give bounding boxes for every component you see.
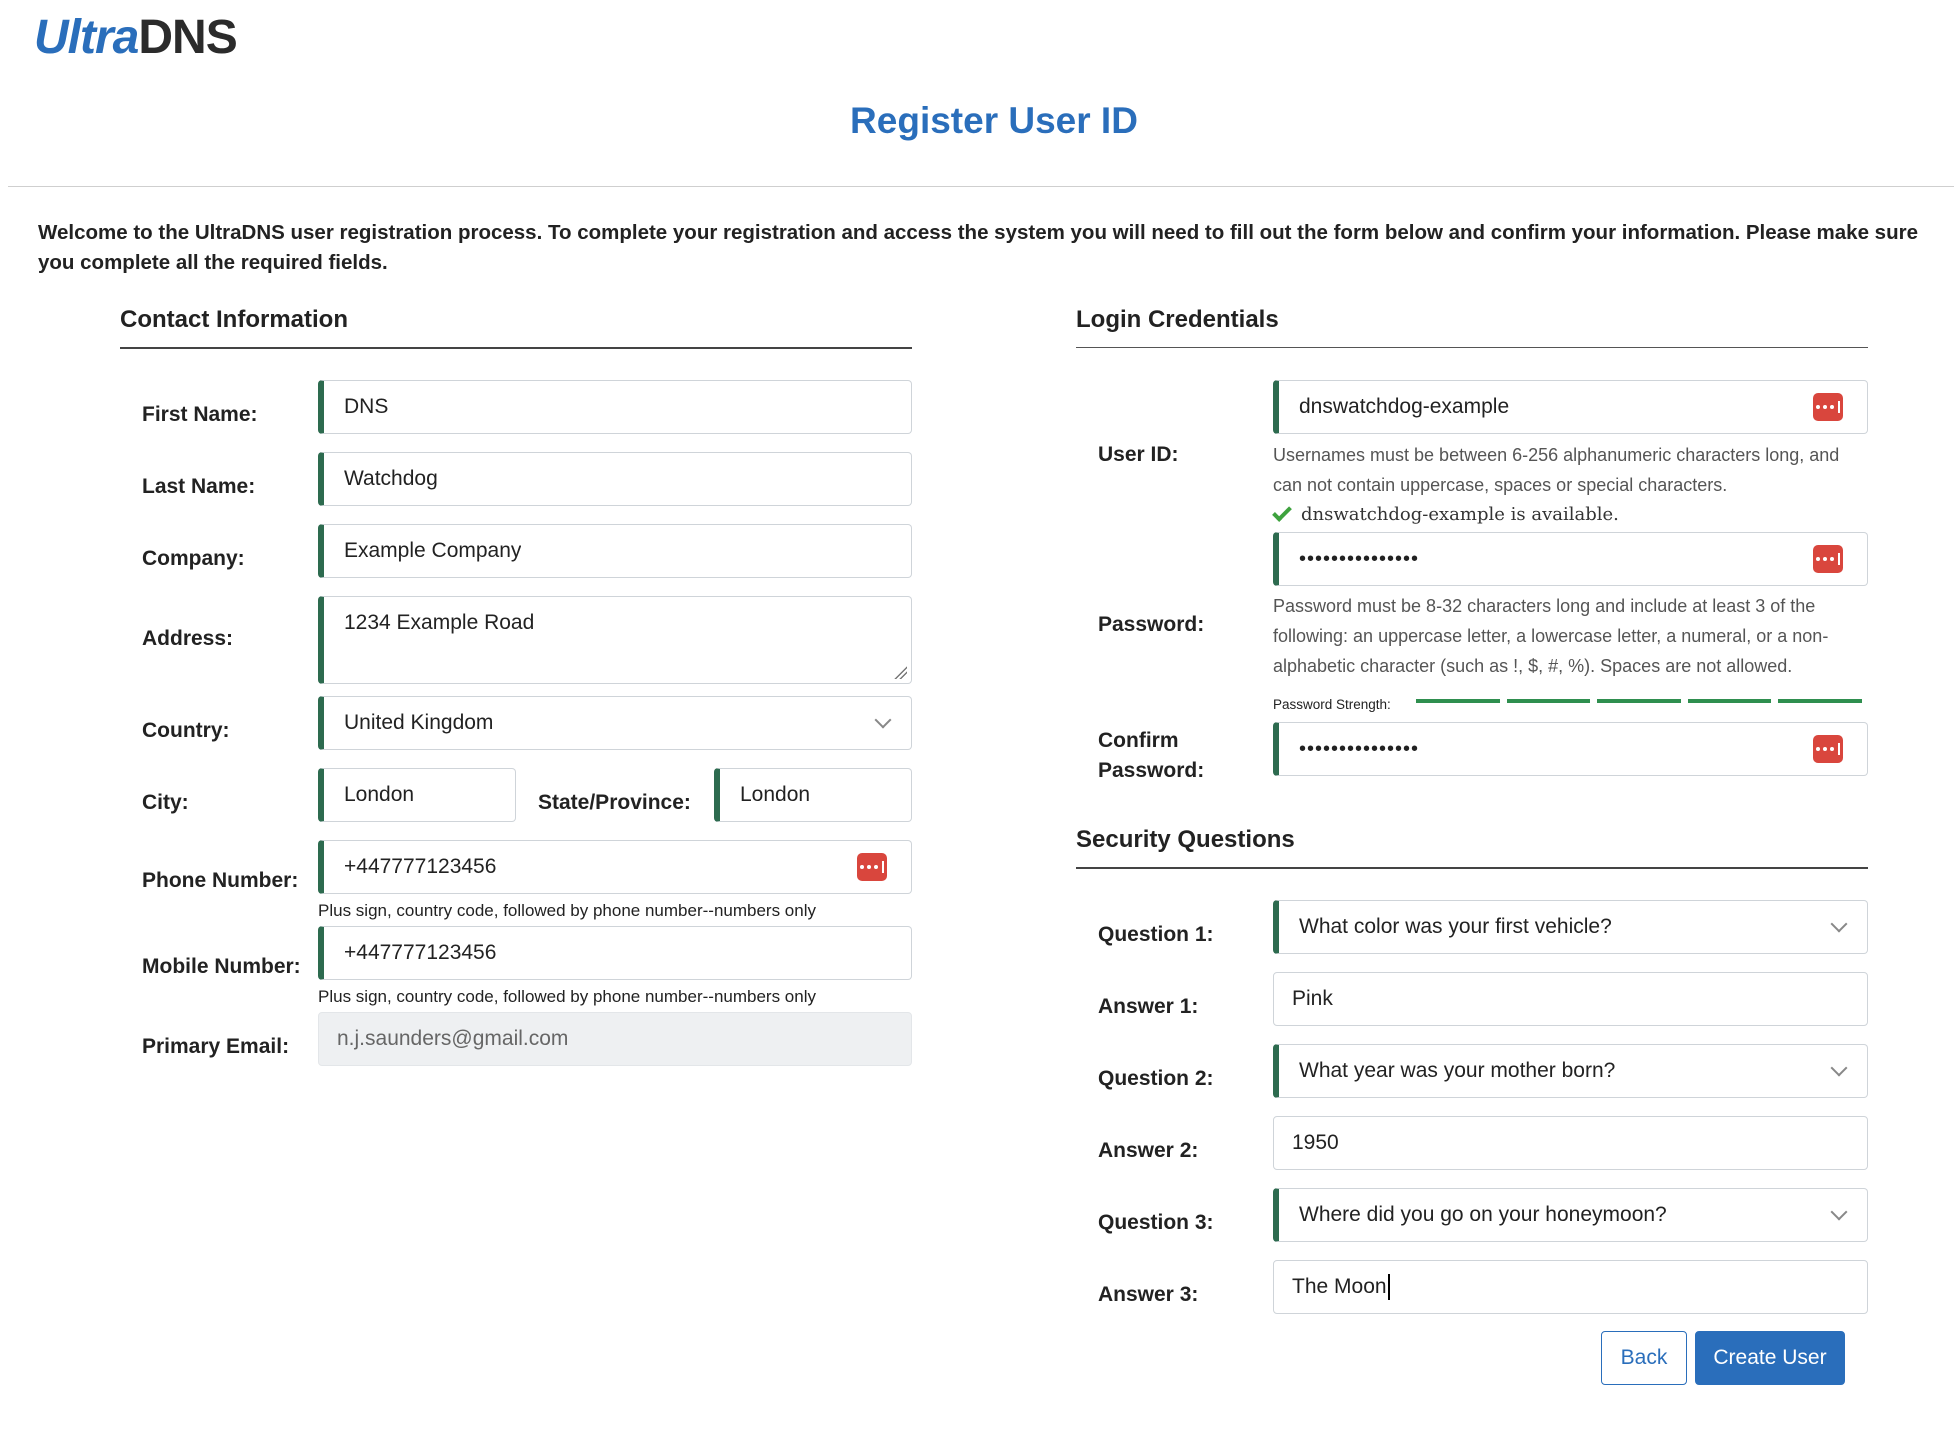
password-manager-icon[interactable] bbox=[857, 853, 887, 881]
chevron-down-icon bbox=[1831, 1060, 1848, 1077]
country-select[interactable]: United Kingdom bbox=[318, 696, 912, 750]
confirm-password-input[interactable]: ••••••••••••••• bbox=[1273, 722, 1868, 776]
question-2-label: Question 2: bbox=[1098, 1067, 1214, 1090]
user-id-label: User ID: bbox=[1098, 443, 1179, 466]
strength-segment bbox=[1416, 699, 1500, 703]
security-section-title: Security Questions bbox=[1076, 826, 1295, 853]
mobile-label: Mobile Number: bbox=[142, 955, 301, 978]
first-name-label: First Name: bbox=[142, 403, 258, 426]
check-icon bbox=[1272, 502, 1292, 522]
mobile-help-text: Plus sign, country code, followed by phone number--numbers only bbox=[318, 987, 816, 1006]
password-help-line-1: Password must be 8-32 characters long and include at least 3 of the bbox=[1273, 596, 1816, 616]
question-1-select[interactable]: What color was your first vehicle? bbox=[1273, 900, 1868, 954]
answer-2-label: Answer 2: bbox=[1098, 1139, 1199, 1162]
security-section-divider bbox=[1076, 867, 1868, 869]
question-3-label: Question 3: bbox=[1098, 1211, 1214, 1234]
address-textarea[interactable]: 1234 Example Road bbox=[318, 596, 912, 684]
last-name-input[interactable]: Watchdog bbox=[318, 452, 912, 506]
mobile-input[interactable]: +447777123456 bbox=[318, 926, 912, 980]
phone-help-text: Plus sign, country code, followed by phone number--numbers only bbox=[318, 901, 816, 920]
company-label: Company: bbox=[142, 547, 245, 570]
answer-3-label: Answer 3: bbox=[1098, 1283, 1199, 1306]
text-cursor bbox=[1388, 1274, 1390, 1300]
ultradns-logo: UltraDNS bbox=[34, 11, 237, 64]
password-strength-label: Password Strength: bbox=[1273, 697, 1391, 712]
question-2-select[interactable]: What year was your mother born? bbox=[1273, 1044, 1868, 1098]
page-title: Register User ID bbox=[850, 100, 1138, 141]
user-id-availability: dnswatchdog-example is available. bbox=[1273, 503, 1619, 525]
password-input[interactable]: ••••••••••••••• bbox=[1273, 532, 1868, 586]
country-label: Country: bbox=[142, 719, 230, 742]
chevron-down-icon bbox=[875, 712, 892, 729]
user-id-input[interactable]: dnswatchdog-example bbox=[1273, 380, 1868, 434]
password-manager-icon[interactable] bbox=[1813, 735, 1843, 763]
answer-2-input[interactable]: 1950 bbox=[1273, 1116, 1868, 1170]
resize-handle-icon[interactable] bbox=[893, 665, 907, 679]
chevron-down-icon bbox=[1831, 1204, 1848, 1221]
header-divider bbox=[8, 186, 1954, 187]
intro-text: Welcome to the UltraDNS user registration process. To complete your registration and access the system you will need to fill out the form below and confirm your information. Please make sure you complete all the required fields. bbox=[38, 221, 1918, 274]
strength-segment bbox=[1688, 699, 1772, 703]
address-label: Address: bbox=[142, 627, 234, 650]
answer-1-label: Answer 1: bbox=[1098, 995, 1199, 1018]
back-button[interactable]: Back bbox=[1601, 1331, 1687, 1385]
user-id-help-line-1: Usernames must be between 6-256 alphanumeric characters long, and bbox=[1273, 445, 1840, 465]
question-3-select[interactable]: Where did you go on your honeymoon? bbox=[1273, 1188, 1868, 1242]
email-label: Primary Email: bbox=[142, 1035, 290, 1058]
password-label: Password: bbox=[1098, 613, 1205, 636]
contact-section-divider bbox=[120, 347, 912, 349]
state-label: State/Province: bbox=[538, 791, 691, 814]
answer-3-input[interactable]: The Moon bbox=[1273, 1260, 1868, 1314]
login-section-title: Login Credentials bbox=[1076, 306, 1279, 333]
phone-input[interactable]: +447777123456 bbox=[318, 840, 912, 894]
password-help-line-2: following: an uppercase letter, a lowercase letter, a numeral, or a non- bbox=[1273, 626, 1829, 646]
phone-label: Phone Number: bbox=[142, 869, 299, 892]
contact-section-title: Contact Information bbox=[120, 306, 348, 333]
primary-email-input: n.j.saunders@gmail.com bbox=[318, 1012, 912, 1066]
company-input[interactable]: Example Company bbox=[318, 524, 912, 578]
last-name-label: Last Name: bbox=[142, 475, 256, 498]
user-id-help-line-2: can not contain uppercase, spaces or special characters. bbox=[1273, 475, 1728, 495]
password-manager-icon[interactable] bbox=[1813, 545, 1843, 573]
city-input[interactable]: London bbox=[318, 768, 516, 822]
confirm-password-label-line-1: Confirm bbox=[1098, 729, 1179, 752]
confirm-password-label-line-2: Password: bbox=[1098, 759, 1205, 782]
create-user-button[interactable]: Create User bbox=[1695, 1331, 1845, 1385]
answer-1-input[interactable]: Pink bbox=[1273, 972, 1868, 1026]
question-1-label: Question 1: bbox=[1098, 923, 1214, 946]
login-section-divider bbox=[1076, 347, 1868, 348]
first-name-input[interactable]: DNS bbox=[318, 380, 912, 434]
strength-segment bbox=[1507, 699, 1591, 703]
chevron-down-icon bbox=[1831, 916, 1848, 933]
strength-segment bbox=[1778, 699, 1862, 703]
password-help-line-3: alphabetic character (such as !, $, #, %). Spaces are not allowed. bbox=[1273, 656, 1793, 676]
state-input[interactable]: London bbox=[714, 768, 912, 822]
city-label: City: bbox=[142, 791, 189, 814]
strength-segment bbox=[1597, 699, 1681, 703]
password-manager-icon[interactable] bbox=[1813, 393, 1843, 421]
